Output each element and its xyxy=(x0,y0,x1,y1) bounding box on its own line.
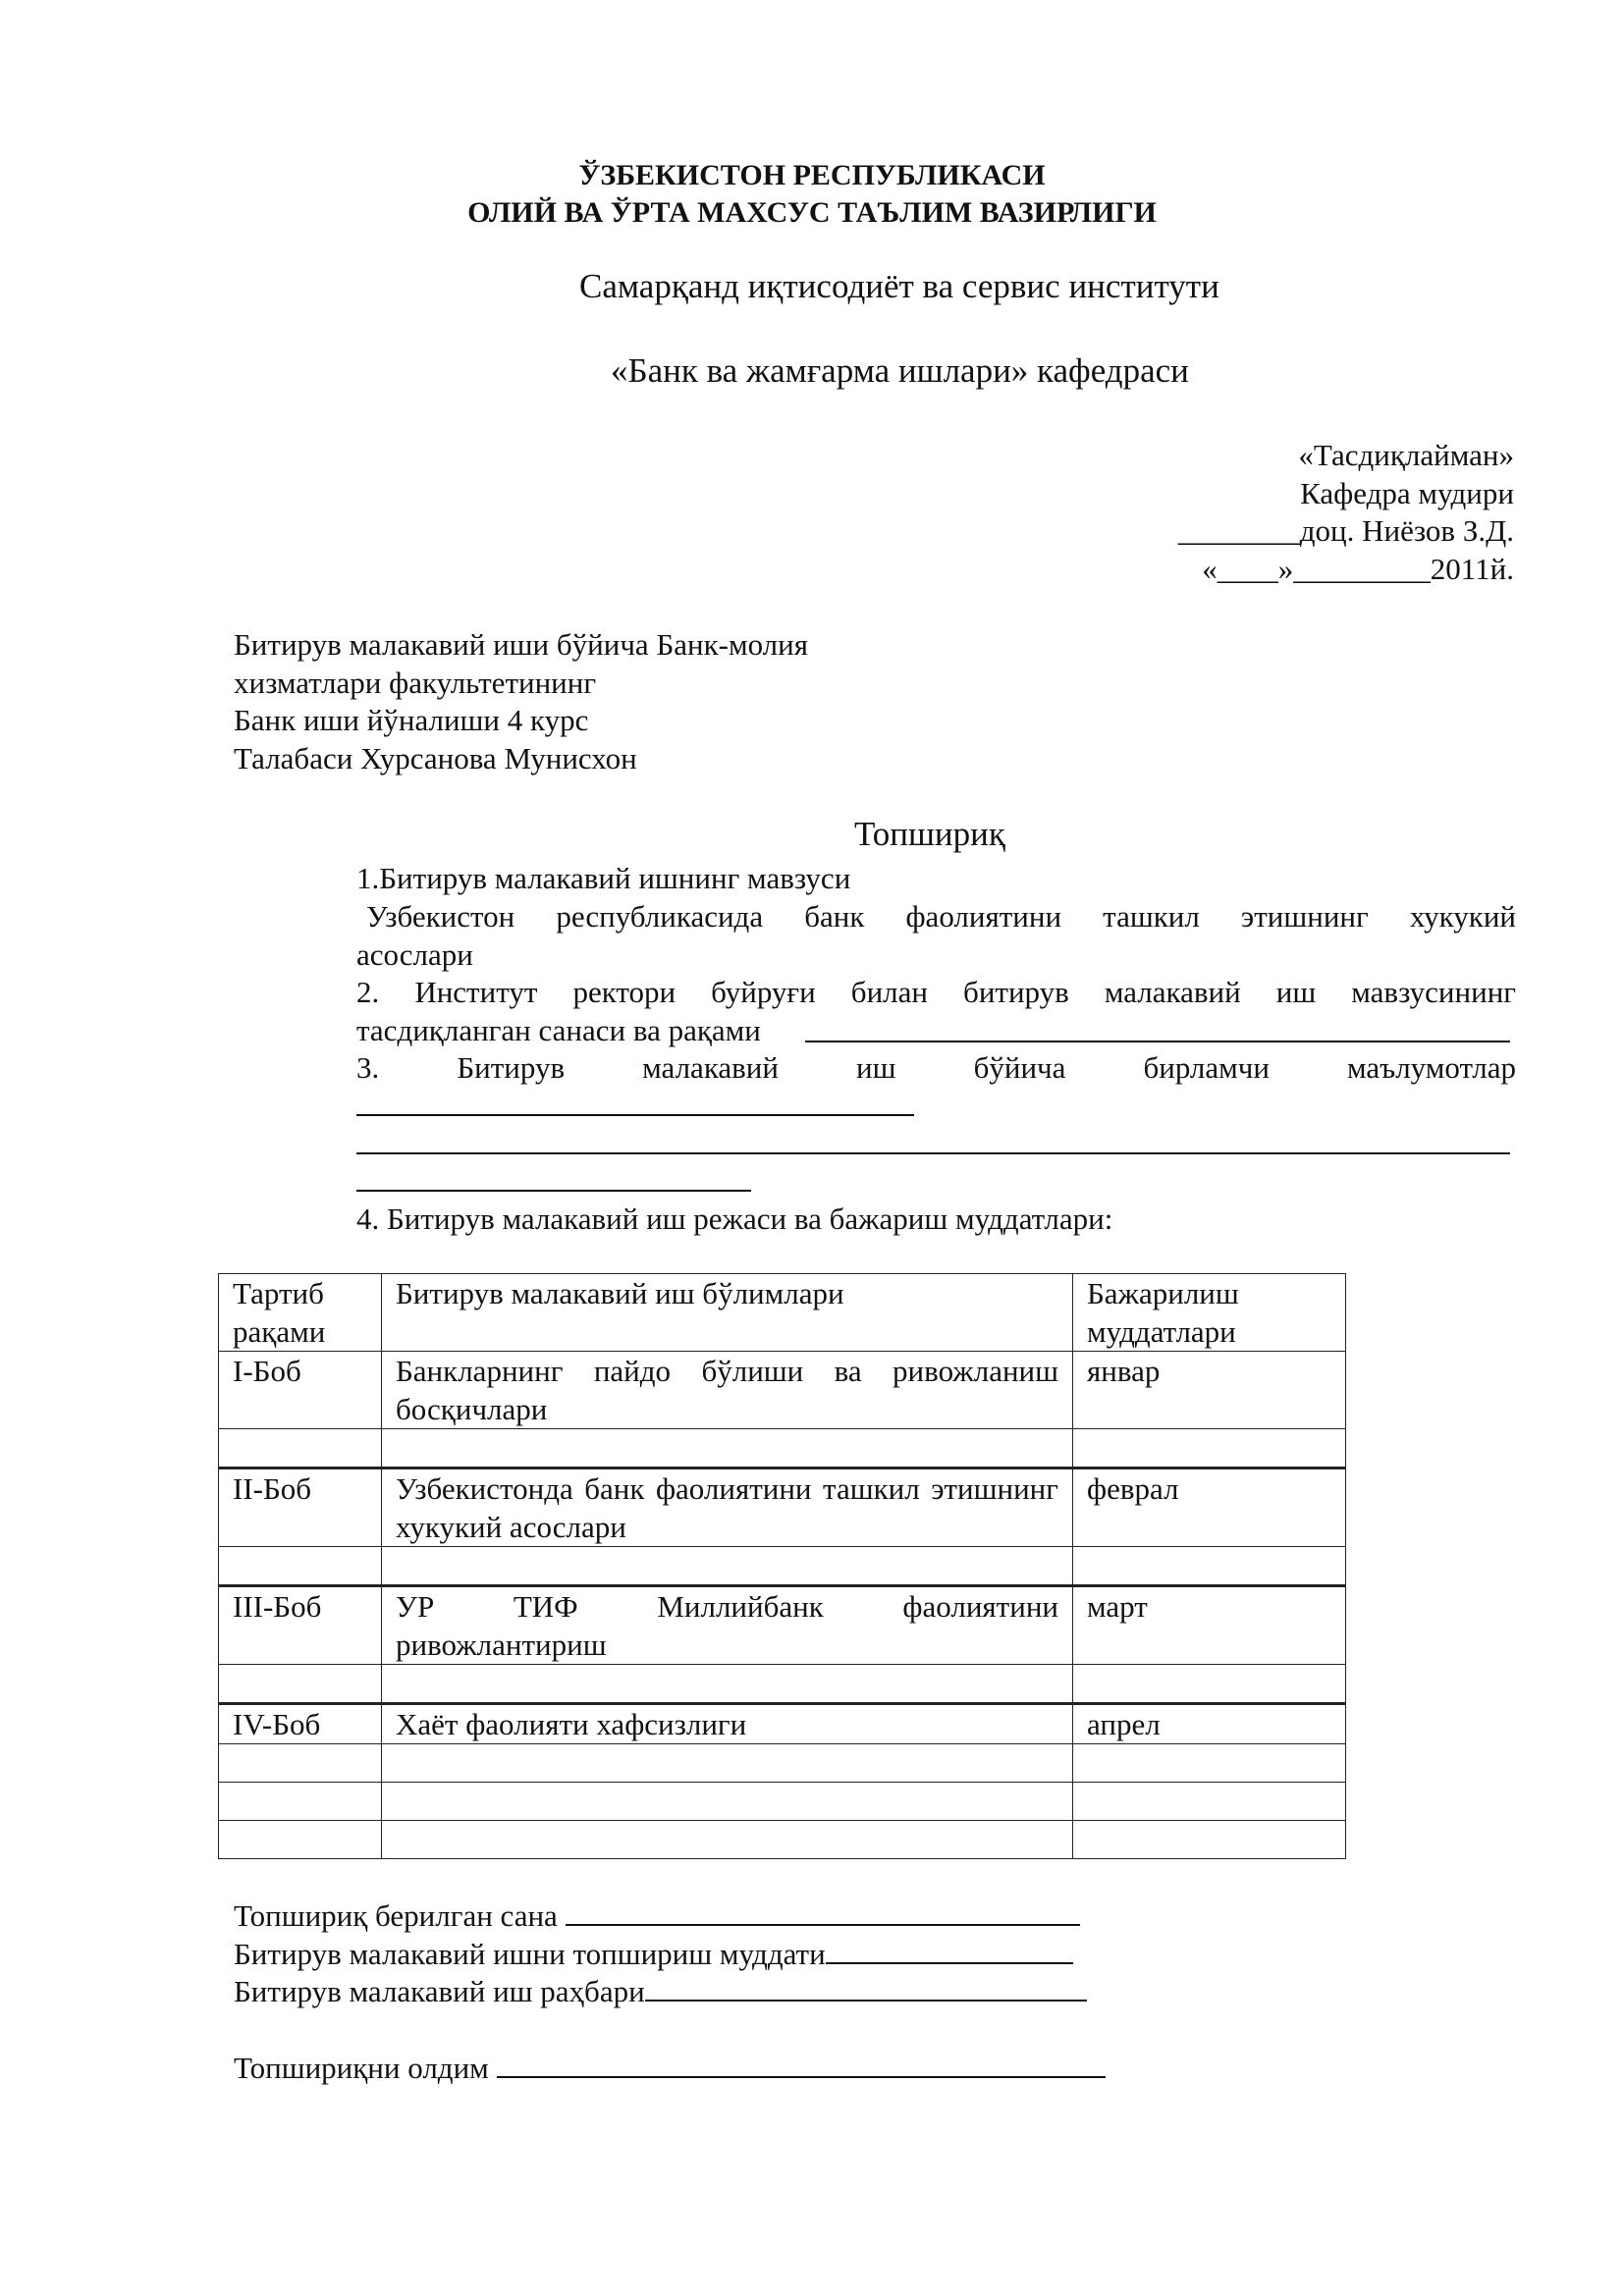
table-row-empty xyxy=(219,1744,1346,1783)
department-name: «Банк ва жамғарма ишлари» кафедраси xyxy=(611,351,1189,390)
issued-date-field xyxy=(234,1895,1080,1935)
ministry-heading: ОЛИЙ ВА ЎРТА МАХСУС ТАЪЛИМ ВАЗИРЛИГИ xyxy=(467,196,1157,229)
task-item-2-blank xyxy=(805,1041,1510,1042)
table-header-row xyxy=(219,1274,1346,1352)
deadline-line xyxy=(826,1933,1073,1964)
row-section: Хаёт фаолияти хафсизлиги xyxy=(382,1704,1073,1744)
table-row-empty xyxy=(219,1429,1346,1468)
row-section: Банкларнинг пайдо бўлиши ва ривожланиш босқичлари xyxy=(382,1352,1073,1429)
task-item-1-text-cont: асослари xyxy=(356,937,473,972)
task-item-3-blank-2 xyxy=(356,1152,1510,1154)
row-term: январ xyxy=(1073,1352,1346,1429)
received-line xyxy=(497,2047,1106,2078)
approval-label: «Тасдиқлайман» xyxy=(1298,438,1514,472)
table-row xyxy=(219,1352,1346,1429)
task-item-3-blank-3 xyxy=(356,1190,751,1192)
student-line-1: Битирув малакавий иши бўйича Банк-молия xyxy=(234,627,809,662)
task-item-1-text: Узбекистон республикасида банк фаолиятини ташкил этишнинг хукукий xyxy=(366,899,1516,934)
approval-title: Кафедра мудири xyxy=(1300,476,1514,510)
table-row xyxy=(219,1704,1346,1744)
task-item-4-text: 4. Битирув малакавий иш режаси ва бажариш муддатлари: xyxy=(356,1201,1113,1236)
row-term: март xyxy=(1073,1586,1346,1665)
table-row xyxy=(219,1586,1346,1665)
approval-signature: ________доц. Ниёзов З.Д. xyxy=(1177,513,1514,548)
row-term: феврал xyxy=(1073,1468,1346,1547)
student-line-4: Талабаси Хурсанова Мунисхон xyxy=(234,741,637,775)
student-line-2: хизматлари факультетининг xyxy=(234,666,597,700)
row-number: III-Боб xyxy=(219,1586,382,1665)
supervisor-line xyxy=(645,1970,1087,2002)
header-number: Тартиб рақами xyxy=(219,1274,382,1352)
supervisor-label: Битирув малакавий иш раҳбари xyxy=(234,1974,645,2008)
supervisor-field xyxy=(234,1970,1087,2010)
task-heading: Топшириқ xyxy=(854,815,1005,853)
row-number: II-Боб xyxy=(219,1468,382,1547)
table-row-empty xyxy=(219,1665,1346,1704)
plan-table xyxy=(218,1273,1346,1859)
issued-date-line xyxy=(566,1895,1080,1926)
deadline-label: Битирув малакавий ишни топшириш муддати xyxy=(234,1937,826,1971)
table-row-empty xyxy=(219,1783,1346,1821)
student-line-3: Банк иши йўналиши 4 курс xyxy=(234,703,589,737)
header-term: Бажарилиш муддатлари xyxy=(1073,1274,1346,1352)
task-item-3-text: 3. Битирув малакавий иш бўйича бирламчи маълумотлар xyxy=(356,1050,1516,1085)
table-row-empty xyxy=(219,1547,1346,1586)
received-label: Топшириқни олдим xyxy=(234,2051,489,2085)
approval-date: «____»_________2011й. xyxy=(1202,552,1514,586)
row-number: IV-Боб xyxy=(219,1704,382,1744)
task-item-2-text: 2. Институт ректори буйруғи билан битирув малакавий иш мавзусининг xyxy=(356,975,1516,1009)
task-item-1-label: 1.Битирув малакавий ишнинг мавзуси xyxy=(356,861,851,895)
republic-heading: ЎЗБЕКИСТОН РЕСПУБЛИКАСИ xyxy=(578,159,1046,191)
issued-date-label: Топшириқ берилган сана xyxy=(234,1898,558,1933)
header-section: Битирув малакавий иш бўлимлари xyxy=(382,1274,1073,1352)
institute-name: Самарқанд иқтисодиёт ва сервис институти xyxy=(579,267,1219,305)
row-term: апрел xyxy=(1073,1704,1346,1744)
received-field xyxy=(234,2047,1106,2087)
row-number: I-Боб xyxy=(219,1352,382,1429)
task-item-3-blank-1 xyxy=(356,1114,914,1116)
table-row xyxy=(219,1468,1346,1547)
row-section: Узбекистонда банк фаолиятини ташкил этишнинг хукукий асослари xyxy=(382,1468,1073,1547)
task-item-2-text-cont: тасдиқланган санаси ва рақами xyxy=(356,1013,761,1047)
table-row-empty xyxy=(219,1821,1346,1859)
deadline-field xyxy=(234,1933,1073,1973)
row-section: УР ТИФ Миллийбанк фаолиятини ривожлантириш xyxy=(382,1586,1073,1665)
